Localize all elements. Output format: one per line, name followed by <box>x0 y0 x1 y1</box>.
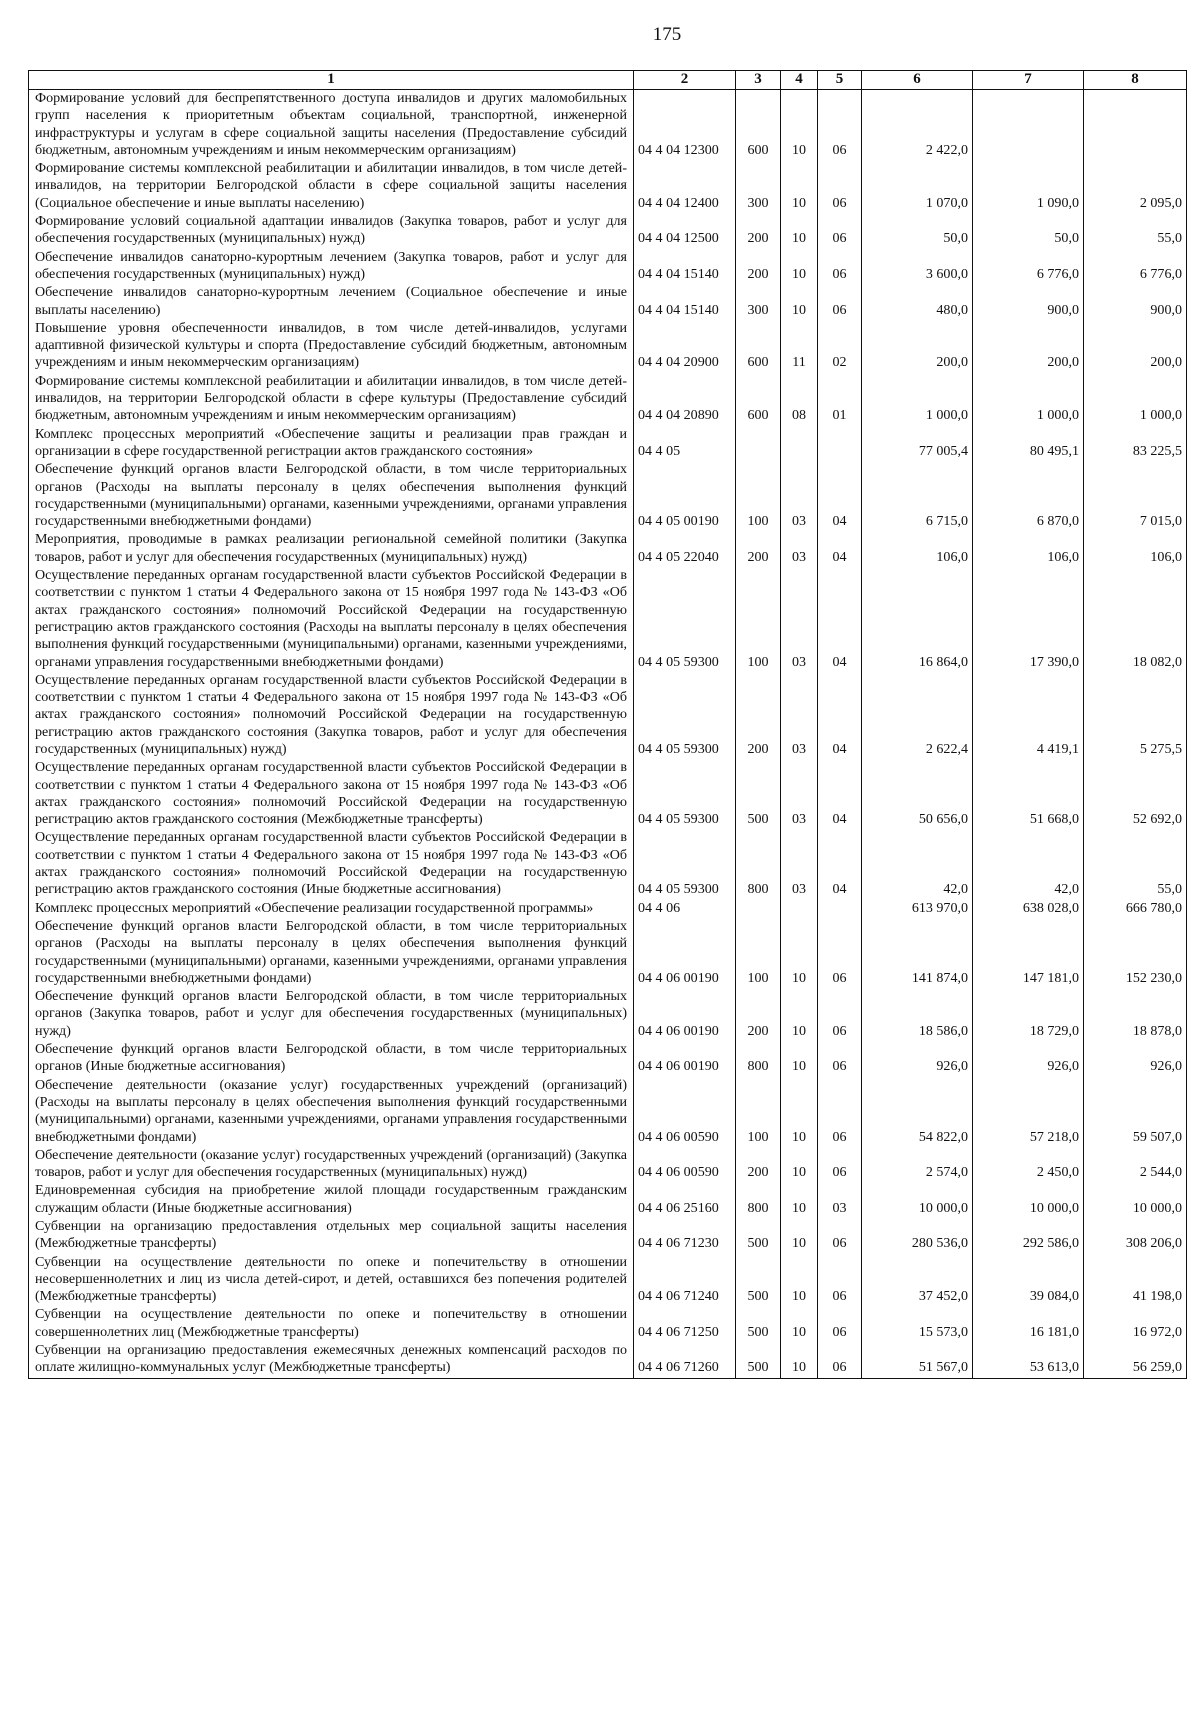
column-header-8: 8 <box>1084 71 1187 90</box>
row-code: 04 4 04 20900 <box>634 320 736 373</box>
row-description: Обеспечение функций органов власти Белгородской области, в том числе территориальных органов (Расходы на выплаты персоналу в целях обеспечения выполнения функций государственными (муниципальными) органами, казенными учреждениями, органами управления государственными внебюджетными фондами) <box>29 461 634 531</box>
row-amount-year-2: 51 668,0 <box>973 759 1084 829</box>
row-amount-year-3: 41 198,0 <box>1084 1254 1187 1307</box>
row-code: 04 4 06 <box>634 900 736 918</box>
row-subsection: 04 <box>818 461 862 531</box>
table-row <box>29 284 1187 320</box>
row-subsection: 02 <box>818 320 862 373</box>
row-expense-type: 800 <box>736 1182 781 1218</box>
row-subsection <box>818 426 862 462</box>
column-header-5: 5 <box>818 71 862 90</box>
column-number-header-row <box>29 71 1187 90</box>
row-amount-year-2: 50,0 <box>973 213 1084 249</box>
row-description: Повышение уровня обеспеченности инвалидов, в том числе детей-инвалидов, услугами адаптивной физической культуры и спорта (Предоставление субсидий бюджетным, автономным учреждениям и иным некоммерческим организациям) <box>29 320 634 373</box>
row-subsection: 06 <box>818 1306 862 1342</box>
row-description: Осуществление переданных органам государственной власти субъектов Российской Федерации в соответствии с пунктом 1 статьи 4 Федерального закона от 15 ноября 1997 года № 143-ФЗ «Об актах гражданского состояния» полномочий Российской Федерации на государственную регистрацию актов гражданского состояния (Закупка товаров, работ и услуг для обеспечения государственных (муниципальных) нужд) <box>29 672 634 759</box>
row-section: 10 <box>781 1254 818 1307</box>
row-expense-type <box>736 426 781 462</box>
table-row <box>29 160 1187 213</box>
row-description: Обеспечение инвалидов санаторно-курортным лечением (Социальное обеспечение и иные выплаты населению) <box>29 284 634 320</box>
row-subsection: 04 <box>818 672 862 759</box>
row-code: 04 4 05 59300 <box>634 672 736 759</box>
table-row <box>29 531 1187 567</box>
row-amount-year-1: 200,0 <box>862 320 973 373</box>
row-amount-year-3: 56 259,0 <box>1084 1342 1187 1378</box>
row-subsection: 04 <box>818 531 862 567</box>
row-amount-year-3: 7 015,0 <box>1084 461 1187 531</box>
row-expense-type: 800 <box>736 829 781 899</box>
row-section: 03 <box>781 461 818 531</box>
row-expense-type: 200 <box>736 531 781 567</box>
row-expense-type: 100 <box>736 567 781 672</box>
row-section: 10 <box>781 1306 818 1342</box>
row-description: Обеспечение инвалидов санаторно-курортным лечением (Закупка товаров, работ и услуг для обеспечения государственных (муниципальных) нужд) <box>29 249 634 285</box>
row-amount-year-1: 18 586,0 <box>862 988 973 1041</box>
row-expense-type: 100 <box>736 918 781 988</box>
row-subsection: 06 <box>818 1254 862 1307</box>
row-amount-year-3: 308 206,0 <box>1084 1218 1187 1254</box>
row-amount-year-3: 2 544,0 <box>1084 1147 1187 1183</box>
row-amount-year-3 <box>1084 90 1187 161</box>
row-section: 10 <box>781 213 818 249</box>
row-code: 04 4 06 00590 <box>634 1077 736 1147</box>
row-subsection <box>818 900 862 918</box>
row-amount-year-1: 3 600,0 <box>862 249 973 285</box>
row-amount-year-2: 16 181,0 <box>973 1306 1084 1342</box>
row-section: 11 <box>781 320 818 373</box>
row-subsection: 06 <box>818 213 862 249</box>
row-amount-year-3: 10 000,0 <box>1084 1182 1187 1218</box>
row-amount-year-2: 292 586,0 <box>973 1218 1084 1254</box>
row-amount-year-2: 638 028,0 <box>973 900 1084 918</box>
row-description: Осуществление переданных органам государственной власти субъектов Российской Федерации в соответствии с пунктом 1 статьи 4 Федерального закона от 15 ноября 1997 года № 143-ФЗ «Об актах гражданского состояния» полномочий Российской Федерации на государственную регистрацию актов гражданского состояния (Межбюджетные трансферты) <box>29 759 634 829</box>
row-amount-year-3: 152 230,0 <box>1084 918 1187 988</box>
row-section: 10 <box>781 918 818 988</box>
row-amount-year-2: 147 181,0 <box>973 918 1084 988</box>
row-description: Формирование условий для беспрепятственного доступа инвалидов и других маломобильных групп населения к приоритетным объектам социальной, транспортной, инженерной инфраструктуры и услугам в сфере социальной защиты населения (Предоставление субсидий бюджетным, автономным учреждениям и иным некоммерческим организациям) <box>29 90 634 161</box>
row-code: 04 4 05 <box>634 426 736 462</box>
row-amount-year-3: 200,0 <box>1084 320 1187 373</box>
row-amount-year-2: 42,0 <box>973 829 1084 899</box>
row-amount-year-1: 2 622,4 <box>862 672 973 759</box>
row-amount-year-3: 16 972,0 <box>1084 1306 1187 1342</box>
row-amount-year-3: 666 780,0 <box>1084 900 1187 918</box>
row-subsection: 06 <box>818 988 862 1041</box>
page-number: 175 <box>652 24 682 45</box>
row-amount-year-3: 2 095,0 <box>1084 160 1187 213</box>
row-subsection: 06 <box>818 249 862 285</box>
row-expense-type: 800 <box>736 1041 781 1077</box>
table-row <box>29 249 1187 285</box>
row-amount-year-1: 10 000,0 <box>862 1182 973 1218</box>
table-row <box>29 1147 1187 1183</box>
row-section: 10 <box>781 1342 818 1378</box>
row-code: 04 4 04 15140 <box>634 284 736 320</box>
row-expense-type: 500 <box>736 1342 781 1378</box>
row-amount-year-1: 50,0 <box>862 213 973 249</box>
row-amount-year-2: 200,0 <box>973 320 1084 373</box>
table-row <box>29 1077 1187 1147</box>
row-description: Комплекс процессных мероприятий «Обеспечение реализации государственной программы» <box>29 900 634 918</box>
row-code: 04 4 06 71260 <box>634 1342 736 1378</box>
row-section: 10 <box>781 90 818 161</box>
row-amount-year-3: 926,0 <box>1084 1041 1187 1077</box>
row-subsection: 06 <box>818 1147 862 1183</box>
row-section: 10 <box>781 1218 818 1254</box>
table-body <box>29 90 1187 1379</box>
row-code: 04 4 04 12500 <box>634 213 736 249</box>
row-amount-year-2: 926,0 <box>973 1041 1084 1077</box>
row-code: 04 4 06 25160 <box>634 1182 736 1218</box>
table-row <box>29 672 1187 759</box>
row-subsection: 06 <box>818 1077 862 1147</box>
row-subsection: 06 <box>818 90 862 161</box>
row-amount-year-1: 16 864,0 <box>862 567 973 672</box>
row-description: Обеспечение функций органов власти Белгородской области, в том числе территориальных органов (Закупка товаров, работ и услуг для обеспечения государственных (муниципальных) нужд) <box>29 988 634 1041</box>
row-description: Формирование условий социальной адаптации инвалидов (Закупка товаров, работ и услуг для обеспечения государственных (муниципальных) нужд) <box>29 213 634 249</box>
table-row <box>29 988 1187 1041</box>
row-section: 10 <box>781 1041 818 1077</box>
row-description: Осуществление переданных органам государственной власти субъектов Российской Федерации в соответствии с пунктом 1 статьи 4 Федерального закона от 15 ноября 1997 года № 143-ФЗ «Об актах гражданского состояния» полномочий Российской Федерации на государственную регистрацию актов гражданского состояния (Иные бюджетные ассигнования) <box>29 829 634 899</box>
row-section: 10 <box>781 249 818 285</box>
row-section: 03 <box>781 567 818 672</box>
table-row <box>29 461 1187 531</box>
row-amount-year-2: 18 729,0 <box>973 988 1084 1041</box>
row-description: Обеспечение функций органов власти Белгородской области, в том числе территориальных органов (Расходы на выплаты персоналу в целях обеспечения выполнения функций государственными (муниципальными) органами, казенными учреждениями, органами управления государственными внебюджетными фондами) <box>29 918 634 988</box>
row-amount-year-3: 59 507,0 <box>1084 1077 1187 1147</box>
row-amount-year-2: 57 218,0 <box>973 1077 1084 1147</box>
row-code: 04 4 06 71230 <box>634 1218 736 1254</box>
row-amount-year-1: 50 656,0 <box>862 759 973 829</box>
row-subsection: 03 <box>818 1182 862 1218</box>
row-amount-year-3: 55,0 <box>1084 829 1187 899</box>
row-amount-year-1: 2 574,0 <box>862 1147 973 1183</box>
table-row <box>29 213 1187 249</box>
row-section: 03 <box>781 672 818 759</box>
row-amount-year-2: 1 090,0 <box>973 160 1084 213</box>
row-expense-type: 500 <box>736 1218 781 1254</box>
row-section: 10 <box>781 284 818 320</box>
row-section: 03 <box>781 759 818 829</box>
table-row <box>29 90 1187 161</box>
table-row <box>29 320 1187 373</box>
row-amount-year-2: 17 390,0 <box>973 567 1084 672</box>
table-row <box>29 373 1187 426</box>
table-row <box>29 829 1187 899</box>
column-header-6: 6 <box>862 71 973 90</box>
row-amount-year-1: 77 005,4 <box>862 426 973 462</box>
row-expense-type: 500 <box>736 1306 781 1342</box>
row-amount-year-2: 10 000,0 <box>973 1182 1084 1218</box>
row-amount-year-1: 6 715,0 <box>862 461 973 531</box>
row-amount-year-1: 480,0 <box>862 284 973 320</box>
row-section: 10 <box>781 160 818 213</box>
column-header-1: 1 <box>29 71 634 90</box>
row-code: 04 4 05 59300 <box>634 759 736 829</box>
row-amount-year-1: 1 000,0 <box>862 373 973 426</box>
row-section: 10 <box>781 1077 818 1147</box>
row-subsection: 06 <box>818 160 862 213</box>
row-section <box>781 426 818 462</box>
row-amount-year-2: 4 419,1 <box>973 672 1084 759</box>
row-code: 04 4 04 12300 <box>634 90 736 161</box>
row-code: 04 4 06 00190 <box>634 988 736 1041</box>
row-code: 04 4 06 00590 <box>634 1147 736 1183</box>
row-expense-type: 600 <box>736 373 781 426</box>
row-amount-year-1: 51 567,0 <box>862 1342 973 1378</box>
row-amount-year-3: 1 000,0 <box>1084 373 1187 426</box>
row-amount-year-3: 6 776,0 <box>1084 249 1187 285</box>
row-code: 04 4 06 00190 <box>634 918 736 988</box>
row-expense-type: 300 <box>736 160 781 213</box>
table-row <box>29 900 1187 918</box>
row-description: Формирование системы комплексной реабилитации и абилитации инвалидов, в том числе детей-инвалидов, на территории Белгородской области в сфере социальной защиты населения (Социальное обеспечение и иные выплаты населению) <box>29 160 634 213</box>
column-header-7: 7 <box>973 71 1084 90</box>
row-amount-year-1: 54 822,0 <box>862 1077 973 1147</box>
row-code: 04 4 05 59300 <box>634 829 736 899</box>
table-row <box>29 918 1187 988</box>
row-expense-type: 300 <box>736 284 781 320</box>
column-header-4: 4 <box>781 71 818 90</box>
row-subsection: 06 <box>818 1218 862 1254</box>
row-amount-year-2: 6 776,0 <box>973 249 1084 285</box>
row-expense-type: 500 <box>736 759 781 829</box>
row-subsection: 06 <box>818 1342 862 1378</box>
row-amount-year-2: 53 613,0 <box>973 1342 1084 1378</box>
row-code: 04 4 06 00190 <box>634 1041 736 1077</box>
row-description: Субвенции на организацию предоставления отдельных мер социальной защиты населения (Межбюджетные трансферты) <box>29 1218 634 1254</box>
row-description: Комплекс процессных мероприятий «Обеспечение защиты и реализации прав граждан и организации в сфере государственной регистрации актов гражданского состояния» <box>29 426 634 462</box>
row-amount-year-1: 141 874,0 <box>862 918 973 988</box>
row-section: 10 <box>781 1182 818 1218</box>
row-subsection: 01 <box>818 373 862 426</box>
row-amount-year-3: 5 275,5 <box>1084 672 1187 759</box>
table-row <box>29 1254 1187 1307</box>
row-amount-year-3: 55,0 <box>1084 213 1187 249</box>
row-expense-type: 100 <box>736 461 781 531</box>
row-amount-year-3: 18 878,0 <box>1084 988 1187 1041</box>
row-expense-type: 200 <box>736 1147 781 1183</box>
row-amount-year-3: 83 225,5 <box>1084 426 1187 462</box>
table-row <box>29 1182 1187 1218</box>
row-amount-year-2: 106,0 <box>973 531 1084 567</box>
row-amount-year-1: 926,0 <box>862 1041 973 1077</box>
row-description: Осуществление переданных органам государственной власти субъектов Российской Федерации в соответствии с пунктом 1 статьи 4 Федерального закона от 15 ноября 1997 года № 143-ФЗ «Об актах гражданского состояния» полномочий Российской Федерации на государственную регистрацию актов гражданского состояния (Расходы на выплаты персоналу в целях обеспечения выполнения функций государственными (муниципальными) органами, казенными учреждениями, органами управления государственными внебюджетными фондами) <box>29 567 634 672</box>
row-subsection: 04 <box>818 829 862 899</box>
row-subsection: 06 <box>818 284 862 320</box>
row-description: Мероприятия, проводимые в рамках реализации региональной семейной политики (Закупка товаров, работ и услуг для обеспечения государственных (муниципальных) нужд) <box>29 531 634 567</box>
row-subsection: 06 <box>818 918 862 988</box>
row-expense-type: 500 <box>736 1254 781 1307</box>
row-section: 08 <box>781 373 818 426</box>
row-amount-year-3: 106,0 <box>1084 531 1187 567</box>
row-amount-year-1: 15 573,0 <box>862 1306 973 1342</box>
column-header-2: 2 <box>634 71 736 90</box>
row-expense-type: 200 <box>736 672 781 759</box>
table-row <box>29 1306 1187 1342</box>
row-section: 03 <box>781 829 818 899</box>
row-code: 04 4 05 22040 <box>634 531 736 567</box>
row-section: 10 <box>781 988 818 1041</box>
row-code: 04 4 06 71250 <box>634 1306 736 1342</box>
row-code: 04 4 05 59300 <box>634 567 736 672</box>
row-subsection: 04 <box>818 567 862 672</box>
row-amount-year-1: 2 422,0 <box>862 90 973 161</box>
row-amount-year-3: 18 082,0 <box>1084 567 1187 672</box>
row-code: 04 4 05 00190 <box>634 461 736 531</box>
row-expense-type: 100 <box>736 1077 781 1147</box>
row-expense-type: 200 <box>736 249 781 285</box>
row-amount-year-1: 613 970,0 <box>862 900 973 918</box>
row-expense-type: 600 <box>736 320 781 373</box>
table-row <box>29 567 1187 672</box>
row-amount-year-1: 1 070,0 <box>862 160 973 213</box>
row-expense-type: 200 <box>736 988 781 1041</box>
row-description: Субвенции на осуществление деятельности по опеке и попечительству в отношении совершеннолетних лиц (Межбюджетные трансферты) <box>29 1306 634 1342</box>
row-section <box>781 900 818 918</box>
row-section: 10 <box>781 1147 818 1183</box>
row-description: Обеспечение деятельности (оказание услуг) государственных учреждений (организаций) (Расходы на выплаты персоналу в целях обеспечения выполнения функций государственными (муниципальными) органами, казенными учреждениями, органами управления государственными внебюджетными фондами) <box>29 1077 634 1147</box>
row-description: Обеспечение функций органов власти Белгородской области, в том числе территориальных органов (Иные бюджетные ассигнования) <box>29 1041 634 1077</box>
row-amount-year-2: 1 000,0 <box>973 373 1084 426</box>
row-amount-year-1: 42,0 <box>862 829 973 899</box>
row-amount-year-2: 39 084,0 <box>973 1254 1084 1307</box>
row-amount-year-1: 106,0 <box>862 531 973 567</box>
table-row <box>29 1041 1187 1077</box>
row-amount-year-1: 280 536,0 <box>862 1218 973 1254</box>
row-amount-year-3: 52 692,0 <box>1084 759 1187 829</box>
row-section: 03 <box>781 531 818 567</box>
row-amount-year-2 <box>973 90 1084 161</box>
row-subsection: 06 <box>818 1041 862 1077</box>
row-amount-year-2: 80 495,1 <box>973 426 1084 462</box>
row-amount-year-2: 6 870,0 <box>973 461 1084 531</box>
row-code: 04 4 04 12400 <box>634 160 736 213</box>
budget-table <box>28 70 1187 1379</box>
table-row <box>29 1218 1187 1254</box>
row-expense-type: 200 <box>736 213 781 249</box>
row-amount-year-2: 2 450,0 <box>973 1147 1084 1183</box>
row-code: 04 4 06 71240 <box>634 1254 736 1307</box>
table-row <box>29 1342 1187 1378</box>
row-amount-year-3: 900,0 <box>1084 284 1187 320</box>
row-description: Обеспечение деятельности (оказание услуг) государственных учреждений (организаций) (Закупка товаров, работ и услуг для обеспечения государственных (муниципальных) нужд) <box>29 1147 634 1183</box>
row-description: Субвенции на организацию предоставления ежемесячных денежных компенсаций расходов по оплате жилищно-коммунальных услуг (Межбюджетные трансферты) <box>29 1342 634 1378</box>
row-description: Единовременная субсидия на приобретение жилой площади государственным гражданским служащим области (Иные бюджетные ассигнования) <box>29 1182 634 1218</box>
column-header-3: 3 <box>736 71 781 90</box>
row-description: Формирование системы комплексной реабилитации и абилитации инвалидов, в том числе детей-инвалидов, на территории Белгородской области в сфере культуры (Предоставление субсидий бюджетным, автономным учреждениям и иным некоммерческим организациям) <box>29 373 634 426</box>
row-code: 04 4 04 15140 <box>634 249 736 285</box>
row-subsection: 04 <box>818 759 862 829</box>
table-row <box>29 426 1187 462</box>
row-amount-year-2: 900,0 <box>973 284 1084 320</box>
row-amount-year-1: 37 452,0 <box>862 1254 973 1307</box>
row-expense-type: 600 <box>736 90 781 161</box>
row-expense-type <box>736 900 781 918</box>
table-row <box>29 759 1187 829</box>
row-code: 04 4 04 20890 <box>634 373 736 426</box>
row-description: Субвенции на осуществление деятельности по опеке и попечительству в отношении несовершеннолетних и лиц из числа детей-сирот, и детей, оставшихся без попечения родителей (Межбюджетные трансферты) <box>29 1254 634 1307</box>
